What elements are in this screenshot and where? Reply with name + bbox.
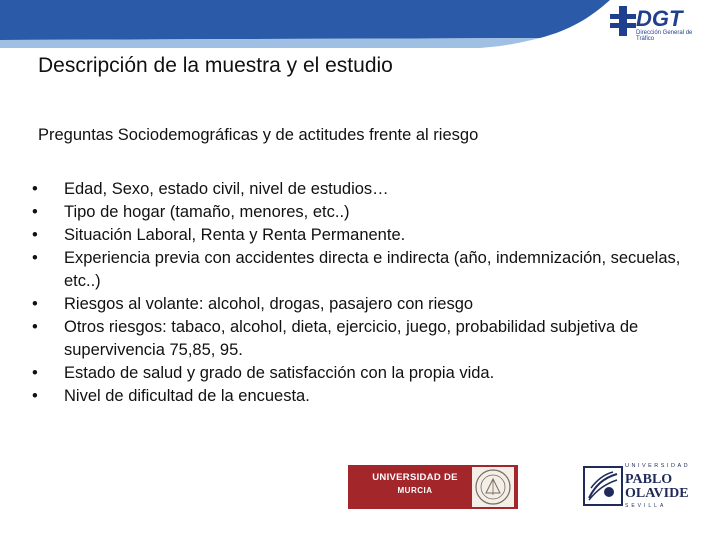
slide-title: Descripción de la muestra y el estudio — [38, 54, 393, 77]
bullet-icon: • — [32, 295, 38, 313]
universidad-olavide-logo — [583, 462, 691, 510]
bullet-icon: • — [32, 364, 38, 382]
list-item — [28, 178, 688, 201]
universidad-murcia-logo — [348, 465, 518, 509]
olavide-name-line2: OLAVIDE — [625, 486, 689, 501]
bullet-icon: • — [32, 249, 38, 267]
list-item — [28, 247, 688, 293]
bullet-icon: • — [32, 226, 38, 244]
list-item-text: Nivel de dificultad de la encuesta. — [64, 387, 310, 405]
list-item-text: Riesgos al volante: alcohol, drogas, pasajero con riesgo — [64, 295, 474, 313]
list-item — [28, 224, 688, 247]
dgt-logo — [610, 4, 710, 44]
olavide-emblem-icon — [583, 466, 623, 506]
list-item — [28, 201, 688, 224]
olavide-name-line1: PABLO — [625, 472, 673, 487]
list-item — [28, 385, 688, 408]
list-item — [28, 293, 688, 316]
murcia-logo-line1: UNIVERSIDAD DE — [372, 472, 458, 483]
bullet-list — [28, 178, 688, 408]
dgt-cross-icon — [610, 6, 636, 36]
list-item-text: Estado de salud y grado de satisfacción con la propia vida. — [64, 364, 495, 382]
bullet-icon: • — [32, 203, 38, 221]
list-item-text: Experiencia previa con accidentes directa e indirecta (año, indemnización, secuelas, etc..) — [64, 249, 681, 290]
olavide-top-text: UNIVERSIDAD — [625, 463, 691, 469]
list-item-text: Tipo de hogar (tamaño, menores, etc..) — [64, 203, 350, 221]
murcia-logo-text — [360, 472, 470, 495]
list-item-text: Situación Laboral, Renta y Renta Permanente. — [64, 226, 406, 244]
slide-subtitle: Preguntas Sociodemográficas y de actitudes frente al riesgo — [38, 126, 479, 144]
list-item — [28, 362, 688, 385]
list-item-text: Otros riesgos: tabaco, alcohol, dieta, ejercicio, juego, probabilidad subjetiva de supervivencia 75,85, 95. — [64, 318, 639, 359]
list-item-text: Edad, Sexo, estado civil, nivel de estudios… — [64, 180, 389, 198]
bullet-icon: • — [32, 180, 38, 198]
dgt-logo-subtitle: Dirección General de Tráfico — [636, 30, 693, 42]
olavide-bottom-text: SEVILLA — [625, 503, 667, 509]
list-item — [28, 316, 688, 362]
murcia-seal-icon — [472, 467, 514, 507]
dgt-logo-text: DGT — [636, 6, 683, 31]
murcia-logo-line2: MURCIA — [397, 486, 433, 495]
bullet-icon: • — [32, 387, 38, 405]
bullet-icon: • — [32, 318, 38, 336]
